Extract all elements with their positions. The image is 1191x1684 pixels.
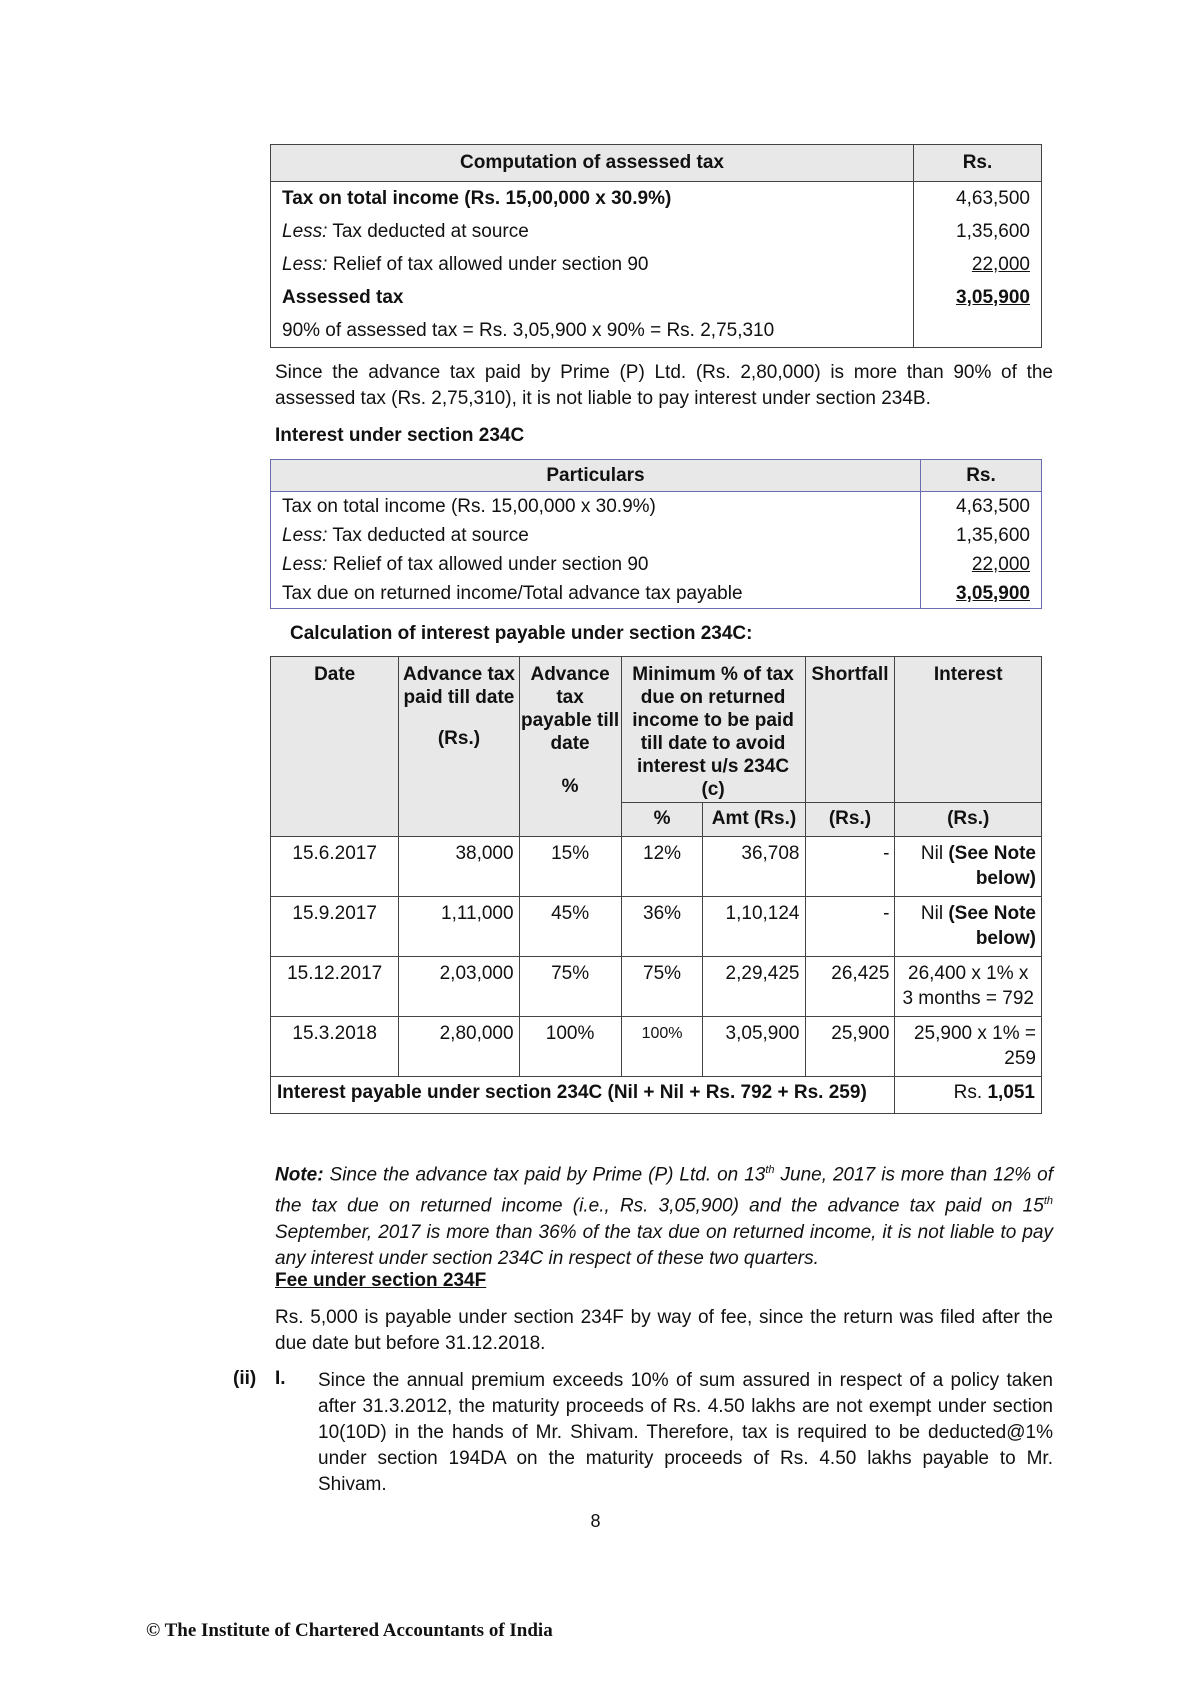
table-row [271, 897, 1042, 957]
row-label: Less: Relief of tax allowed under section 90 [282, 553, 649, 575]
cell-shortfall: 25,900 [805, 1017, 895, 1077]
heading-calculation: Calculation of interest payable under section 234C: [290, 623, 753, 644]
cell-payable: 15% [519, 837, 621, 897]
cell-shortfall: - [805, 837, 895, 897]
cell-date: 15.6.2017 [271, 837, 399, 897]
header-shortfall: Shortfall [805, 657, 895, 803]
row-amount: 22,000 [921, 550, 1042, 579]
row-label: 90% of assessed tax = Rs. 3,05,900 x 90% = Rs. 2,75,310 [282, 319, 775, 341]
row-amount: 22,000 [914, 248, 1042, 281]
table-header-amount: Rs. [914, 145, 1042, 182]
table-row [271, 521, 1042, 550]
cell-interest: Nil (See Note below) [895, 837, 1042, 897]
sub-item-number: I. [275, 1368, 286, 1389]
particulars-table [270, 459, 1042, 609]
row-label: Less: Tax deducted at source [282, 220, 529, 242]
table-row [271, 182, 1042, 216]
heading-234c: Interest under section 234C [275, 425, 525, 446]
cell-min-amt: 36,708 [703, 837, 805, 897]
cell-paid: 2,80,000 [399, 1017, 519, 1077]
cell-payable: 45% [519, 897, 621, 957]
cell-shortfall: - [805, 897, 895, 957]
header-interest-unit: (Rs.) [895, 803, 1042, 837]
row-label: Tax on total income (Rs. 15,00,000 x 30.9%) [271, 492, 921, 522]
row-amount [914, 314, 1042, 348]
table-row [271, 281, 1042, 314]
header-min-pct: % [621, 803, 703, 837]
fee-heading: Fee under section 234F [275, 1270, 487, 1291]
row-label: Tax on total income (Rs. 15,00,000 x 30.9%) [271, 182, 914, 216]
row-label: Assessed tax [282, 286, 404, 308]
assessed-tax-table [270, 144, 1042, 348]
page-number: 8 [590, 1511, 601, 1531]
table-header-description: Computation of assessed tax [271, 145, 914, 182]
interest-table [270, 656, 1042, 1114]
item-ii-paragraph: Since the annual premium exceeds 10% of sum assured in respect of a policy taken after 31.3.2012, the maturity proceeds of Rs. 4.50 lakhs are not exempt under section 10(10D) in the hands of Mr. Shivam. Therefore, tax is required to be deducted@1% under section 194DA on the maturity proceeds of Rs. 4.50 lakhs payable to Mr. Shivam. [318, 1370, 1053, 1495]
row-amount: 3,05,900 [921, 579, 1042, 609]
header-shortfall-unit: (Rs.) [805, 803, 895, 837]
item-number: (ii) [233, 1368, 257, 1389]
header-advance-payable: Advance tax payable till date % [519, 657, 621, 837]
cell-payable: 75% [519, 957, 621, 1017]
total-row [271, 1077, 1042, 1114]
footer-copyright: © The Institute of Chartered Accountants of India [146, 1620, 553, 1641]
row-amount: 1,35,600 [921, 521, 1042, 550]
table-row [271, 1017, 1042, 1077]
cell-paid: 1,11,000 [399, 897, 519, 957]
table-row [271, 492, 1042, 522]
cell-date: 15.3.2018 [271, 1017, 399, 1077]
row-amount: 3,05,900 [914, 281, 1042, 314]
cell-date: 15.12.2017 [271, 957, 399, 1017]
table-header-particulars: Particulars [271, 460, 921, 492]
table-header-amount: Rs. [921, 460, 1042, 492]
header-advance-paid: Advance tax paid till date (Rs.) [399, 657, 519, 837]
note-paragraph: Note: Since the advance tax paid by Prime (P) Ltd. on 13th June, 2017 is more than 12% of the tax due on returned income (i.e., Rs. 3,05,900) and the advance tax paid on 15th September, 2017 is more than 36% of the tax due on returned income, it is not liable to pay any interest under section 234C in respect of these two quarters. [275, 1164, 1054, 1269]
cell-min-pct: 12% [621, 837, 703, 897]
row-label: Less: Relief of tax allowed under section 90 [282, 253, 649, 275]
table-row [271, 215, 1042, 248]
table-row [271, 314, 1042, 348]
row-amount: 1,35,600 [914, 215, 1042, 248]
cell-payable: 100% [519, 1017, 621, 1077]
cell-paid: 38,000 [399, 837, 519, 897]
table-row [271, 957, 1042, 1017]
row-amount: 4,63,500 [914, 182, 1042, 216]
cell-interest: 25,900 x 1% = 259 [895, 1017, 1042, 1077]
cell-min-pct: 75% [621, 957, 703, 1017]
table-row [271, 837, 1042, 897]
cell-min-amt: 3,05,900 [703, 1017, 805, 1077]
table-row [271, 579, 1042, 609]
cell-interest: Nil (See Note below) [895, 897, 1042, 957]
header-date: Date [271, 657, 399, 837]
header-min-amt: Amt (Rs.) [703, 803, 805, 837]
row-amount: 4,63,500 [921, 492, 1042, 522]
row-label: Less: Tax deducted at source [282, 524, 529, 546]
cell-min-amt: 2,29,425 [703, 957, 805, 1017]
cell-min-pct: 36% [621, 897, 703, 957]
cell-min-pct: 100% [621, 1017, 703, 1077]
cell-date: 15.9.2017 [271, 897, 399, 957]
total-label: Interest payable under section 234C (Nil + Nil + Rs. 792 + Rs. 259) [271, 1077, 895, 1114]
paragraph-234b: Since the advance tax paid by Prime (P) Ltd. (Rs. 2,80,000) is more than 90% of the assessed tax (Rs. 2,75,310), it is not liable to pay interest under section 234B. [275, 362, 1053, 409]
header-minimum: Minimum % of tax due on returned income to be paid till date to avoid interest u/s 234C (c) [621, 657, 805, 803]
cell-shortfall: 26,425 [805, 957, 895, 1017]
cell-interest: 26,400 x 1% x 3 months = 792 [895, 957, 1042, 1017]
cell-min-amt: 1,10,124 [703, 897, 805, 957]
fee-paragraph: Rs. 5,000 is payable under section 234F by way of fee, since the return was filed after the due date but before 31.12.2018. [275, 1307, 1053, 1354]
table-row [271, 248, 1042, 281]
header-interest: Interest [895, 657, 1042, 803]
row-label: Tax due on returned income/Total advance tax payable [282, 582, 743, 604]
total-value: Rs. 1,051 [895, 1077, 1042, 1114]
cell-paid: 2,03,000 [399, 957, 519, 1017]
table-row [271, 550, 1042, 579]
